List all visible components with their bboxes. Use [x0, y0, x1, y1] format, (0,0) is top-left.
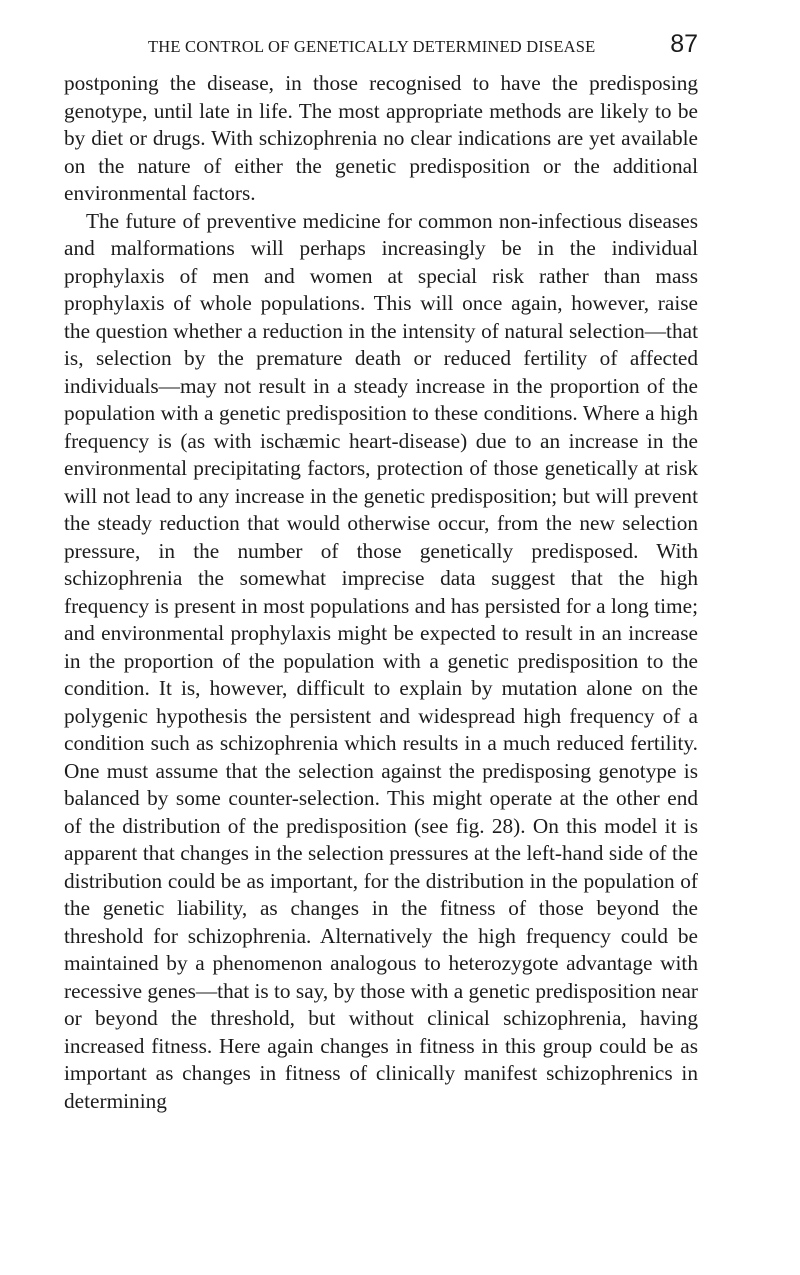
paragraph-preventive-medicine: The future of preventive medicine for common non-infectious diseases and malformations will perhaps increasingly be in the individual prophylaxis of men and women at special risk rather than mass prophylaxis of whole populations. This will once again, however, raise the question whether a reduction in the intensity of natural selection—that is, selection by the premature death or reduced fertility of affected individuals—may not result in a steady increase in the proportion of the population with a genetic predisposition to these conditions. Where a high frequency is (as with ischæmic heart-disease) due to an increase in the environmental precipitating factors, protection of those genetically at risk will not lead to any increase in the genetic predisposition; but will prevent the steady reduction that would otherwise occur, from the new selection pressure, in the number of those genetically predisposed. With schizophrenia the somewhat imprecise data suggest that the high frequency is present in most populations and has persisted for a long time; and environmental prophylaxis might be expected to result in an increase in the proportion of the population with a genetic predisposition to the condition. It is, however, difficult to explain by mutation alone on the polygenic hypothesis the persistent and widespread high frequency of a condition such as schizophrenia which results in a much reduced fertility. One must assume that the selection against the predisposing genotype is balanced by some counter-selection. This might operate at the other end of the distribution of the predisposition (see fig. 28). On this model it is apparent that changes in the selection pressures at the left-hand side of the distribution could be as important, for the distribution in the population of the genetic liability, as changes in the fitness of those beyond the threshold for schizophrenia. Alternatively the high frequency could be maintained by a phenomenon analogous to heterozygote advantage with recessive genes—that is to say, by those with a genetic predisposition near or beyond the threshold, but without clinical schizophrenia, having increased fitness. Here again changes in fitness in this group could be as important as changes in fitness of clinically manifest schizophrenics in determining [64, 208, 698, 1113]
running-title: THE CONTROL OF GENETICALLY DETERMINED DISEASE [148, 37, 596, 56]
body-text [64, 70, 698, 1115]
page-number: 87 [670, 30, 698, 58]
running-head [64, 30, 698, 70]
paragraph-continued: postponing the disease, in those recognised to have the predisposing genotype, until late in life. The most appropriate methods are likely to be by diet or drugs. With schizophrenia no clear indications are yet available on the nature of either the genetic predisposition or the additional environmental factors. [64, 71, 698, 205]
book-page [64, 30, 698, 1115]
